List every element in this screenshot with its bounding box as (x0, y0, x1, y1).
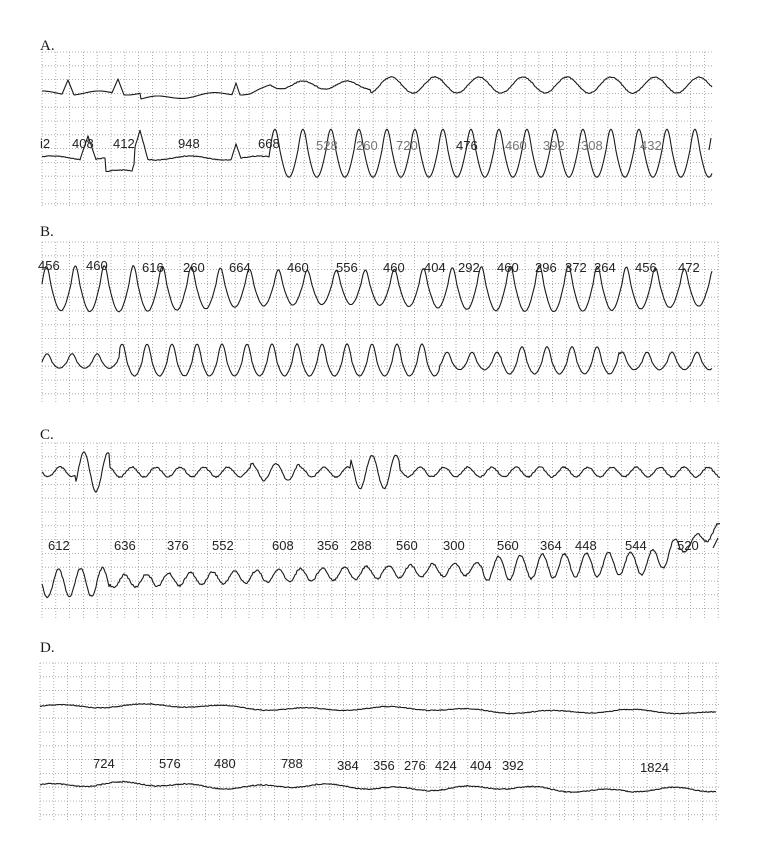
interval-label: 264 (594, 260, 616, 275)
interval-label: 356 (373, 758, 395, 773)
interval-label: 472 (678, 260, 700, 275)
interval-label: 460 (287, 260, 309, 275)
interval-label: 556 (336, 260, 358, 275)
panel-label-c: C. (40, 427, 54, 443)
interval-label: 460 (86, 258, 108, 273)
interval-label: 560 (396, 538, 418, 553)
interval-label: 664 (229, 260, 251, 275)
interval-label: 384 (337, 758, 359, 773)
ecg-trace-d-top (40, 704, 716, 715)
interval-label: 636 (114, 538, 136, 553)
interval-label: 292 (458, 260, 480, 275)
interval-label: 296 (535, 260, 557, 275)
interval-label: 528 (316, 138, 338, 153)
interval-label: 612 (48, 538, 70, 553)
interval-label: 408 (72, 136, 94, 151)
interval-label: 276 (404, 758, 426, 773)
ecg-trace-b-bottom (42, 344, 712, 377)
interval-label: 460 (383, 260, 405, 275)
interval-label: 392 (502, 758, 524, 773)
ecg-trace-c-bottom (42, 524, 720, 598)
ecg-trace-c-top (42, 452, 720, 492)
interval-label: 720 (396, 138, 418, 153)
ecg-end-stroke-c (713, 538, 718, 548)
interval-label: 608 (272, 538, 294, 553)
interval-label: i2 (40, 136, 51, 151)
grid-panel-c (42, 443, 720, 618)
interval-label: 260 (356, 138, 378, 153)
interval-label: 364 (540, 538, 562, 553)
panel-label-a: A. (40, 38, 55, 54)
interval-label: 480 (214, 756, 236, 771)
interval-label: 308 (581, 138, 603, 153)
interval-label: 404 (470, 758, 492, 773)
interval-label: 1824 (640, 760, 669, 775)
interval-label: 456 (38, 258, 60, 273)
interval-label: 260 (183, 260, 205, 275)
interval-label: 668 (258, 136, 280, 151)
ecg-trace-a-top (42, 77, 712, 100)
interval-label: 432 (640, 138, 662, 153)
interval-label: 616 (142, 260, 164, 275)
interval-label: 448 (575, 538, 597, 553)
interval-label: 392 (543, 138, 565, 153)
ecg-trace-a-bottom (42, 129, 712, 177)
interval-label: 460 (497, 260, 519, 275)
interval-label: 552 (212, 538, 234, 553)
interval-label: 372 (565, 260, 587, 275)
interval-label: 300 (443, 538, 465, 553)
interval-label: 288 (350, 538, 372, 553)
interval-label: 404 (424, 260, 446, 275)
interval-label: 476 (456, 138, 478, 153)
interval-label: 520 (677, 538, 699, 553)
interval-label: 560 (497, 538, 519, 553)
interval-label: 424 (435, 758, 457, 773)
ecg-trace-d-bottom (40, 781, 716, 792)
ecg-end-stroke-a (709, 138, 711, 150)
interval-label: 788 (281, 756, 303, 771)
panel-label-d: D. (40, 640, 55, 656)
interval-label: 412 (113, 136, 135, 151)
interval-label: 356 (317, 538, 339, 553)
interval-label: 576 (159, 756, 181, 771)
interval-label: 460 (505, 138, 527, 153)
interval-label: 456 (635, 260, 657, 275)
grid-panel-d (40, 663, 720, 822)
interval-label: 724 (93, 756, 115, 771)
interval-label: 544 (625, 538, 647, 553)
interval-label: 376 (167, 538, 189, 553)
panel-label-b: B. (40, 224, 54, 240)
interval-label: 948 (178, 136, 200, 151)
